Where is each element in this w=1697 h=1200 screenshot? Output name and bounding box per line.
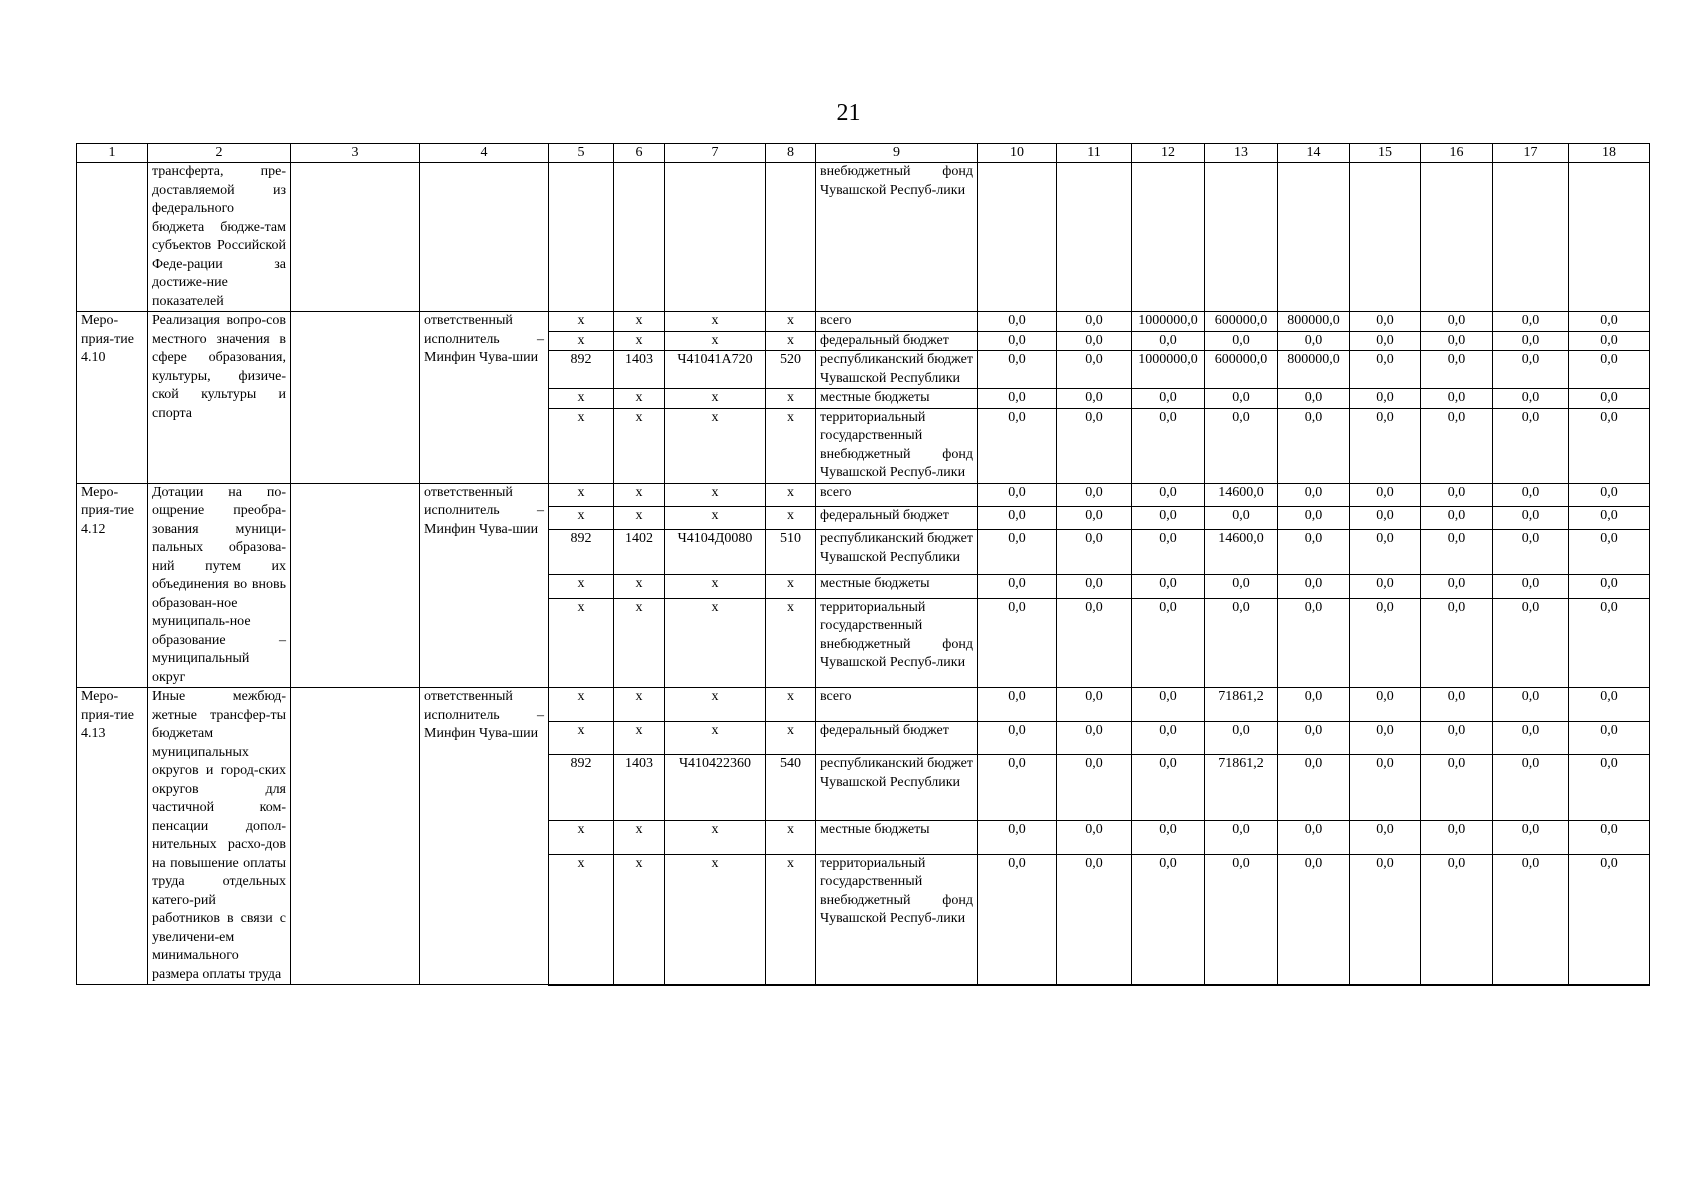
- amount-cell: 0,0: [1132, 389, 1205, 409]
- amount-cell: 0,0: [1350, 506, 1421, 529]
- amount-cell: 0,0: [1493, 721, 1569, 755]
- amount-cell: 0,0: [1205, 408, 1278, 483]
- amount-cell: 0,0: [978, 755, 1057, 821]
- grbs-code: х: [549, 598, 614, 687]
- section-code: х: [614, 506, 665, 529]
- target-code: х: [665, 598, 766, 687]
- amount-cell: 0,0: [1350, 820, 1421, 854]
- amount-cell: 0,0: [1205, 389, 1278, 409]
- budget-table: [76, 143, 1650, 986]
- amount-cell: 0,0: [1569, 389, 1650, 409]
- header-cell: 15: [1350, 144, 1421, 163]
- table-cell: [614, 163, 665, 312]
- amount-cell: 0,0: [1421, 389, 1493, 409]
- amount-cell: 0,0: [1350, 408, 1421, 483]
- amount-cell: 0,0: [1132, 483, 1205, 506]
- header-cell: 1: [77, 144, 148, 163]
- header-cell: 12: [1132, 144, 1205, 163]
- funding-source: федеральный бюджет: [816, 721, 978, 755]
- header-cell: 11: [1057, 144, 1132, 163]
- amount-cell: 0,0: [1057, 408, 1132, 483]
- table-cell: [1350, 163, 1421, 312]
- amount-cell: 0,0: [1132, 506, 1205, 529]
- amount-cell: 0,0: [1205, 598, 1278, 687]
- amount-cell: 0,0: [1278, 408, 1350, 483]
- amount-cell: 0,0: [978, 389, 1057, 409]
- target-code: х: [665, 688, 766, 722]
- target-code: х: [665, 483, 766, 506]
- amount-cell: 0,0: [1493, 312, 1569, 332]
- amount-cell: 0,0: [1350, 530, 1421, 575]
- section-code: х: [614, 598, 665, 687]
- amount-cell: 0,0: [1205, 506, 1278, 529]
- funding-source: территориальный государственный внебюджетный фонд Чувашской Респуб-лики: [816, 598, 978, 687]
- amount-cell: 0,0: [1132, 408, 1205, 483]
- funding-source: внебюджетный фонд Чувашской Респуб-лики: [816, 163, 978, 312]
- amount-cell: 0,0: [978, 408, 1057, 483]
- table-cell: [978, 163, 1057, 312]
- grbs-code: х: [549, 721, 614, 755]
- amount-cell: 0,0: [1421, 351, 1493, 389]
- grbs-code: 892: [549, 351, 614, 389]
- target-code: Ч410422360: [665, 755, 766, 821]
- funding-source: территориальный государственный внебюджетный фонд Чувашской Респуб-лики: [816, 854, 978, 984]
- amount-cell: 0,0: [1205, 721, 1278, 755]
- amount-cell: 0,0: [1493, 575, 1569, 598]
- table-cell: [1493, 163, 1569, 312]
- amount-cell: 0,0: [1278, 483, 1350, 506]
- measure-name: Реализация вопро-сов местного значения в сфере образования, культуры, физиче-ской культуры и спорта: [148, 312, 291, 484]
- executor: ответственный исполнитель – Минфин Чува-шии: [420, 688, 549, 985]
- amount-cell: 0,0: [1278, 575, 1350, 598]
- amount-cell: 0,0: [978, 506, 1057, 529]
- header-row: [77, 144, 1650, 163]
- amount-cell: 71861,2: [1205, 755, 1278, 821]
- target-code: х: [665, 854, 766, 984]
- amount-cell: 0,0: [1057, 483, 1132, 506]
- section-code: х: [614, 688, 665, 722]
- funding-source: федеральный бюджет: [816, 506, 978, 529]
- amount-cell: 0,0: [1421, 331, 1493, 351]
- amount-cell: 800000,0: [1278, 351, 1350, 389]
- grbs-code: х: [549, 854, 614, 984]
- amount-cell: 0,0: [1350, 389, 1421, 409]
- amount-cell: 0,0: [1057, 351, 1132, 389]
- amount-cell: 0,0: [1421, 408, 1493, 483]
- table-cell: [1278, 163, 1350, 312]
- amount-cell: 0,0: [1421, 598, 1493, 687]
- grbs-code: х: [549, 483, 614, 506]
- amount-cell: 0,0: [1493, 506, 1569, 529]
- target-code: х: [665, 312, 766, 332]
- grbs-code: х: [549, 408, 614, 483]
- funding-source: местные бюджеты: [816, 389, 978, 409]
- amount-cell: 0,0: [1205, 854, 1278, 984]
- amount-cell: 0,0: [1421, 688, 1493, 722]
- table-cell: [1132, 163, 1205, 312]
- page-number: 21: [836, 100, 861, 126]
- amount-cell: 600000,0: [1205, 351, 1278, 389]
- amount-cell: 0,0: [1569, 408, 1650, 483]
- grbs-code: х: [549, 389, 614, 409]
- expense-code: х: [766, 312, 816, 332]
- amount-cell: 0,0: [1132, 331, 1205, 351]
- amount-cell: 0,0: [1057, 389, 1132, 409]
- section-code: х: [614, 331, 665, 351]
- amount-cell: 0,0: [1493, 688, 1569, 722]
- funding-source: территориальный государственный внебюджетный фонд Чувашской Респуб-лики: [816, 408, 978, 483]
- measure-label: Меро-прия-тие 4.10: [77, 312, 148, 484]
- header-cell: 14: [1278, 144, 1350, 163]
- amount-cell: 0,0: [1205, 575, 1278, 598]
- amount-cell: 0,0: [1278, 506, 1350, 529]
- amount-cell: 0,0: [1493, 755, 1569, 821]
- amount-cell: 0,0: [1278, 721, 1350, 755]
- amount-cell: 0,0: [1569, 575, 1650, 598]
- header-cell: 5: [549, 144, 614, 163]
- section-code: х: [614, 854, 665, 984]
- section-code: 1403: [614, 351, 665, 389]
- amount-cell: 0,0: [1350, 854, 1421, 984]
- amount-cell: 0,0: [1493, 530, 1569, 575]
- amount-cell: 0,0: [1421, 854, 1493, 984]
- header-cell: 4: [420, 144, 549, 163]
- grbs-code: х: [549, 312, 614, 332]
- table-cell: [1421, 163, 1493, 312]
- expense-code: 520: [766, 351, 816, 389]
- target-code: х: [665, 331, 766, 351]
- expense-code: х: [766, 408, 816, 483]
- amount-cell: 0,0: [1569, 483, 1650, 506]
- header-cell: 9: [816, 144, 978, 163]
- amount-cell: 14600,0: [1205, 483, 1278, 506]
- amount-cell: 0,0: [1493, 598, 1569, 687]
- amount-cell: 0,0: [1350, 721, 1421, 755]
- table-body: [77, 144, 1650, 985]
- amount-cell: 0,0: [1132, 854, 1205, 984]
- grbs-code: х: [549, 506, 614, 529]
- amount-cell: 0,0: [1493, 351, 1569, 389]
- amount-cell: 0,0: [1205, 331, 1278, 351]
- amount-cell: 0,0: [978, 312, 1057, 332]
- header-cell: 6: [614, 144, 665, 163]
- header-cell: 2: [148, 144, 291, 163]
- amount-cell: 0,0: [1569, 688, 1650, 722]
- amount-cell: 0,0: [1569, 721, 1650, 755]
- expense-code: х: [766, 483, 816, 506]
- amount-cell: 14600,0: [1205, 530, 1278, 575]
- table-row: [77, 312, 1650, 332]
- target-code: Ч4104Д0080: [665, 530, 766, 575]
- amount-cell: 0,0: [978, 820, 1057, 854]
- funding-source: республиканский бюджет Чувашской Республики: [816, 530, 978, 575]
- amount-cell: 0,0: [978, 598, 1057, 687]
- amount-cell: 0,0: [1493, 820, 1569, 854]
- header-cell: 16: [1421, 144, 1493, 163]
- funding-source: республиканский бюджет Чувашской Республики: [816, 755, 978, 821]
- amount-cell: 0,0: [1421, 755, 1493, 821]
- header-cell: 3: [291, 144, 420, 163]
- amount-cell: 0,0: [1493, 331, 1569, 351]
- amount-cell: 0,0: [1569, 820, 1650, 854]
- amount-cell: 0,0: [1350, 575, 1421, 598]
- amount-cell: 0,0: [1569, 598, 1650, 687]
- funding-source: местные бюджеты: [816, 820, 978, 854]
- amount-cell: 0,0: [1569, 530, 1650, 575]
- amount-cell: 0,0: [1132, 575, 1205, 598]
- section-code: х: [614, 721, 665, 755]
- col3-cell: [291, 688, 420, 985]
- amount-cell: 0,0: [1057, 312, 1132, 332]
- header-cell: 7: [665, 144, 766, 163]
- table-cell: [549, 163, 614, 312]
- table-row: [77, 688, 1650, 722]
- grbs-code: х: [549, 575, 614, 598]
- amount-cell: 0,0: [1350, 331, 1421, 351]
- funding-source: всего: [816, 688, 978, 722]
- amount-cell: 0,0: [978, 854, 1057, 984]
- amount-cell: 0,0: [1493, 854, 1569, 984]
- amount-cell: 0,0: [1350, 688, 1421, 722]
- table-cell: [291, 163, 420, 312]
- amount-cell: 0,0: [1057, 575, 1132, 598]
- amount-cell: 0,0: [1350, 351, 1421, 389]
- amount-cell: 0,0: [1278, 389, 1350, 409]
- amount-cell: 0,0: [1132, 530, 1205, 575]
- amount-cell: 0,0: [978, 575, 1057, 598]
- section-code: 1403: [614, 755, 665, 821]
- amount-cell: 0,0: [1421, 820, 1493, 854]
- amount-cell: 0,0: [1278, 530, 1350, 575]
- executor: ответственный исполнитель – Минфин Чува-шии: [420, 312, 549, 484]
- section-code: х: [614, 820, 665, 854]
- target-code: х: [665, 389, 766, 409]
- amount-cell: 600000,0: [1205, 312, 1278, 332]
- amount-cell: 1000000,0: [1132, 312, 1205, 332]
- table-cell: [1057, 163, 1132, 312]
- section-code: х: [614, 483, 665, 506]
- amount-cell: 0,0: [1057, 721, 1132, 755]
- amount-cell: 0,0: [1132, 755, 1205, 821]
- amount-cell: 0,0: [1278, 820, 1350, 854]
- expense-code: х: [766, 721, 816, 755]
- section-code: 1402: [614, 530, 665, 575]
- target-code: Ч41041А720: [665, 351, 766, 389]
- funding-source: республиканский бюджет Чувашской Республики: [816, 351, 978, 389]
- expense-code: х: [766, 331, 816, 351]
- amount-cell: 0,0: [978, 331, 1057, 351]
- executor: ответственный исполнитель – Минфин Чува-шии: [420, 483, 549, 688]
- amount-cell: 0,0: [1278, 331, 1350, 351]
- amount-cell: 0,0: [978, 530, 1057, 575]
- expense-code: х: [766, 598, 816, 687]
- table-cell: [665, 163, 766, 312]
- amount-cell: 0,0: [1421, 530, 1493, 575]
- amount-cell: 1000000,0: [1132, 351, 1205, 389]
- amount-cell: 0,0: [1421, 312, 1493, 332]
- grbs-code: 892: [549, 530, 614, 575]
- grbs-code: х: [549, 820, 614, 854]
- amount-cell: 0,0: [1421, 575, 1493, 598]
- target-code: х: [665, 721, 766, 755]
- table-cell: [766, 163, 816, 312]
- amount-cell: 0,0: [1569, 755, 1650, 821]
- funding-source: федеральный бюджет: [816, 331, 978, 351]
- amount-cell: 0,0: [1057, 755, 1132, 821]
- funding-source: всего: [816, 312, 978, 332]
- amount-cell: 0,0: [1569, 854, 1650, 984]
- expense-code: х: [766, 820, 816, 854]
- amount-cell: 0,0: [1057, 331, 1132, 351]
- amount-cell: 0,0: [1132, 598, 1205, 687]
- amount-cell: 0,0: [1057, 598, 1132, 687]
- table-cell: [420, 163, 549, 312]
- amount-cell: 0,0: [1493, 389, 1569, 409]
- amount-cell: 0,0: [1350, 483, 1421, 506]
- header-cell: 13: [1205, 144, 1278, 163]
- expense-code: 510: [766, 530, 816, 575]
- amount-cell: 0,0: [978, 483, 1057, 506]
- amount-cell: 0,0: [1057, 530, 1132, 575]
- header-cell: 18: [1569, 144, 1650, 163]
- expense-code: 540: [766, 755, 816, 821]
- amount-cell: 0,0: [1350, 312, 1421, 332]
- amount-cell: 0,0: [1057, 854, 1132, 984]
- expense-code: х: [766, 389, 816, 409]
- amount-cell: 0,0: [1493, 483, 1569, 506]
- header-cell: 17: [1493, 144, 1569, 163]
- amount-cell: 0,0: [1057, 688, 1132, 722]
- measure-label: [77, 163, 148, 312]
- table-cell: [1205, 163, 1278, 312]
- target-code: х: [665, 575, 766, 598]
- measure-name: Дотации на по-ощрение преобра-зования муници-пальных образова-ний путем их объединения во вновь образован-ное муниципаль-ное образование – муниципальный округ: [148, 483, 291, 688]
- amount-cell: 0,0: [1278, 854, 1350, 984]
- section-code: х: [614, 408, 665, 483]
- grbs-code: х: [549, 688, 614, 722]
- amount-cell: 0,0: [1205, 820, 1278, 854]
- amount-cell: 71861,2: [1205, 688, 1278, 722]
- amount-cell: 0,0: [1057, 506, 1132, 529]
- amount-cell: 0,0: [1057, 820, 1132, 854]
- amount-cell: 0,0: [1569, 331, 1650, 351]
- amount-cell: 0,0: [978, 351, 1057, 389]
- funding-source: всего: [816, 483, 978, 506]
- measure-name: трансферта, пре-доставляемой из федерального бюджета бюдже-там субъектов Российской Феде-рации за достиже-ние показателей: [148, 163, 291, 312]
- amount-cell: 800000,0: [1278, 312, 1350, 332]
- amount-cell: 0,0: [1421, 506, 1493, 529]
- measure-name: Иные межбюд-жетные трансфер-ты бюджетам муниципальных округов и город-ских округов для частичной ком-пенсации допол-нительных расхо-дов на повышение оплаты труда отдельных катего-рий работников в связи с увеличени-ем минимального размера оплаты труда: [148, 688, 291, 985]
- amount-cell: 0,0: [1493, 408, 1569, 483]
- table-row: [77, 163, 1650, 312]
- measure-label: Меро-прия-тие 4.12: [77, 483, 148, 688]
- expense-code: х: [766, 575, 816, 598]
- amount-cell: 0,0: [1569, 312, 1650, 332]
- amount-cell: 0,0: [1569, 506, 1650, 529]
- amount-cell: 0,0: [978, 721, 1057, 755]
- amount-cell: 0,0: [1350, 598, 1421, 687]
- amount-cell: 0,0: [1132, 721, 1205, 755]
- expense-code: х: [766, 854, 816, 984]
- table-cell: [1569, 163, 1650, 312]
- target-code: х: [665, 506, 766, 529]
- table-row: [77, 483, 1650, 506]
- expense-code: х: [766, 688, 816, 722]
- amount-cell: 0,0: [1421, 483, 1493, 506]
- header-cell: 8: [766, 144, 816, 163]
- amount-cell: 0,0: [1132, 688, 1205, 722]
- amount-cell: 0,0: [978, 688, 1057, 722]
- grbs-code: 892: [549, 755, 614, 821]
- amount-cell: 0,0: [1132, 820, 1205, 854]
- funding-source: местные бюджеты: [816, 575, 978, 598]
- section-code: х: [614, 575, 665, 598]
- expense-code: х: [766, 506, 816, 529]
- col3-cell: [291, 312, 420, 484]
- amount-cell: 0,0: [1421, 721, 1493, 755]
- amount-cell: 0,0: [1278, 598, 1350, 687]
- target-code: х: [665, 408, 766, 483]
- section-code: х: [614, 389, 665, 409]
- col3-cell: [291, 483, 420, 688]
- section-code: х: [614, 312, 665, 332]
- grbs-code: х: [549, 331, 614, 351]
- amount-cell: 0,0: [1278, 755, 1350, 821]
- header-cell: 10: [978, 144, 1057, 163]
- amount-cell: 0,0: [1278, 688, 1350, 722]
- amount-cell: 0,0: [1350, 755, 1421, 821]
- target-code: х: [665, 820, 766, 854]
- amount-cell: 0,0: [1569, 351, 1650, 389]
- measure-label: Меро-прия-тие 4.13: [77, 688, 148, 985]
